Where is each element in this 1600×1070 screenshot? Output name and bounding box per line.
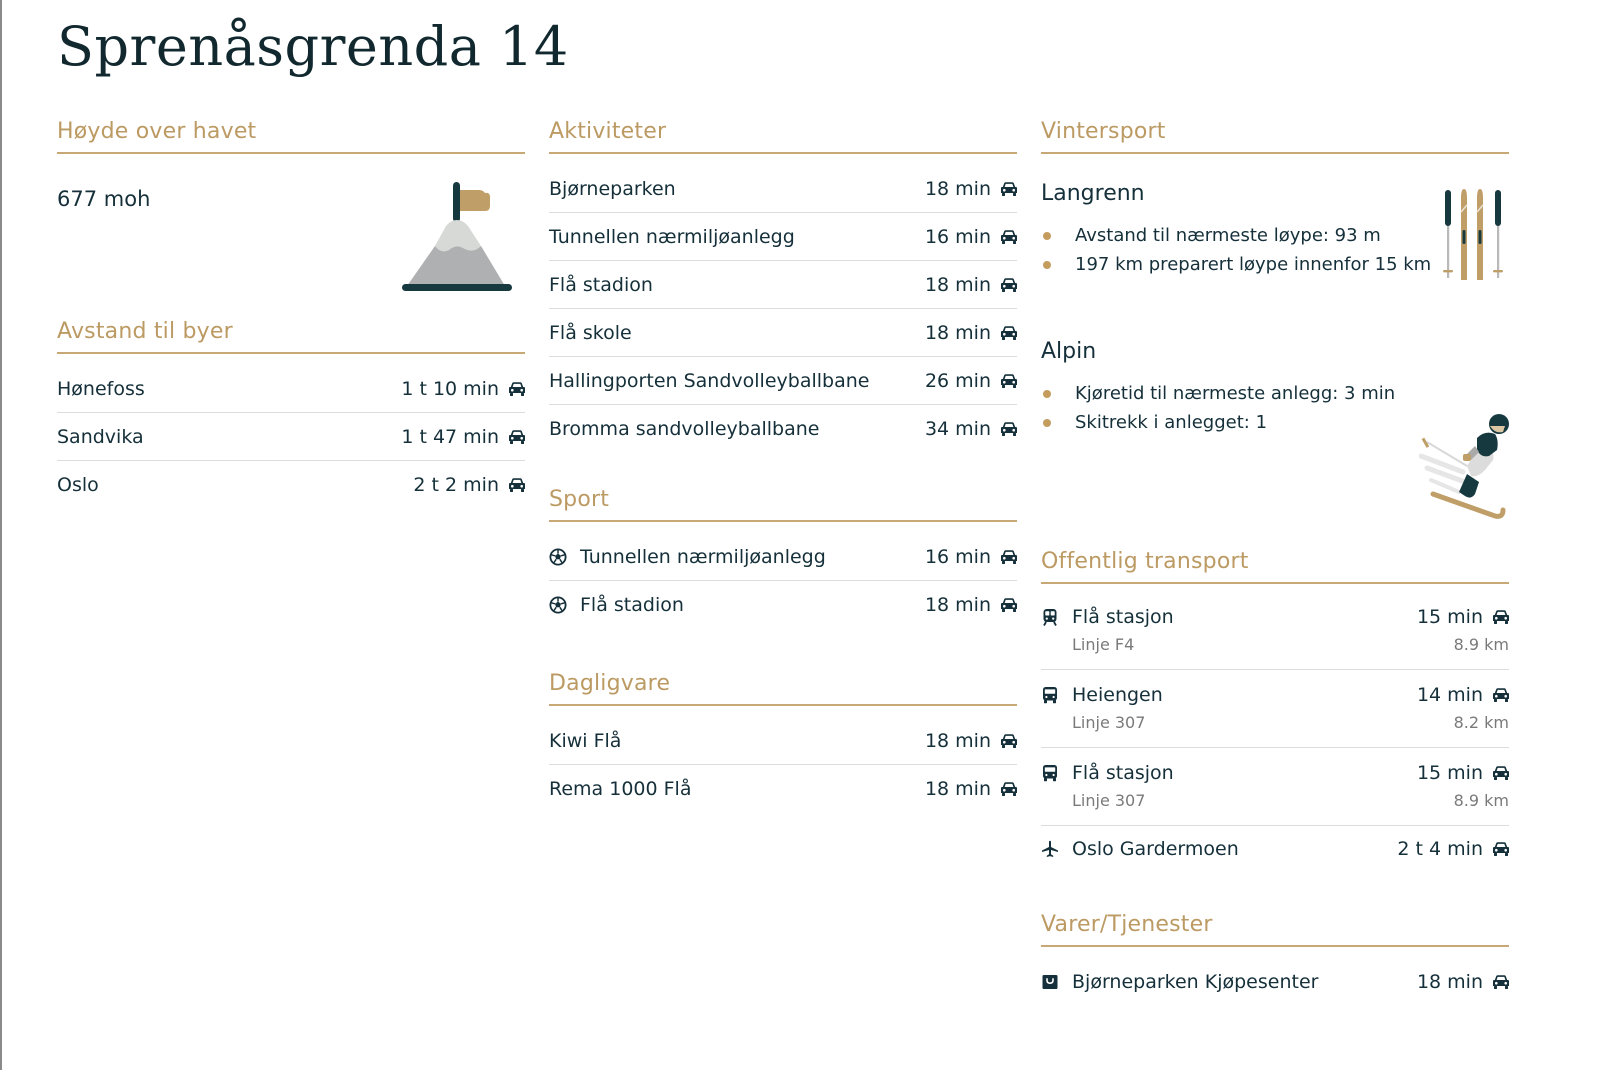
list-item[interactable] [549,717,1017,765]
car-icon [1001,278,1017,292]
bullet-item: Kjøretid til nærmeste anlegg: 3 min [1041,379,1509,408]
services-list [1041,958,1509,1005]
item-name: Flå stadion [549,273,653,296]
item-time: 18 min [924,729,991,752]
section-groceries [549,664,1017,812]
car-icon [1001,374,1017,388]
list-item[interactable] [1041,958,1509,1005]
car-icon [1493,766,1509,780]
alpine-title: Alpin [1041,339,1097,364]
car-icon [1001,734,1017,748]
item-time: 18 min [924,321,991,344]
section-title-sport: Sport [549,480,1017,522]
column-middle [549,112,1017,812]
car-icon [509,430,525,444]
item-time: 15 min [1416,606,1483,628]
car-icon [1493,975,1509,989]
distance: 8.9 km [1453,791,1509,810]
crosscountry-bullets [1041,221,1509,279]
activities-list [549,165,1017,452]
section-title-activities: Aktiviteter [549,112,1017,154]
bus-icon [1041,764,1059,782]
car-icon [1001,182,1017,196]
section-title-groceries: Dagligvare [549,664,1017,706]
item-name: Tunnellen nærmiljøanlegg [580,545,826,568]
list-item[interactable] [57,365,525,413]
car-icon [509,382,525,396]
soccer-ball-icon [549,596,567,614]
section-title-wintersport: Vintersport [1041,112,1509,154]
list-item[interactable] [549,309,1017,357]
distance: 8.9 km [1453,635,1509,654]
item-time: 16 min [924,545,991,568]
section-services [1041,905,1509,1005]
section-cities [57,312,525,508]
section-title-elevation: Høyde over havet [57,112,525,154]
list-item[interactable] [549,765,1017,812]
section-transport [1041,542,1509,871]
cities-list [57,365,525,508]
item-time: 14 min [1416,684,1483,706]
item-time: 16 min [924,225,991,248]
line-label: Linje 307 [1072,713,1146,732]
item-name: Bromma sandvolleyballbane [549,417,820,440]
item-time: 18 min [924,177,991,200]
section-activities [549,112,1017,452]
line-label: Linje F4 [1072,635,1135,654]
column-right [1041,112,1509,1005]
page-title: Sprenåsgrenda 14 [57,15,569,78]
item-name: Flå stadion [580,593,684,616]
item-name: Sandvika [57,425,144,448]
item-name: Bjørneparken [549,177,676,200]
car-icon [509,478,525,492]
list-item[interactable] [57,461,525,508]
car-icon [1001,326,1017,340]
item-time: 15 min [1416,762,1483,784]
car-icon [1001,598,1017,612]
list-item[interactable] [1041,670,1509,748]
item-name: Hønefoss [57,377,145,400]
item-time: 18 min [924,273,991,296]
alpine-skier-icon [1419,412,1513,520]
list-item[interactable] [1041,592,1509,670]
car-icon [1001,550,1017,564]
item-name: Flå skole [549,321,632,344]
bullet-item: Avstand til nærmeste løype: 93 m [1041,221,1509,250]
item-name: Bjørneparken Kjøpesenter [1072,970,1319,993]
section-title-services: Varer/Tjenester [1041,905,1509,947]
groceries-list [549,717,1017,812]
item-time: 34 min [924,417,991,440]
item-time: 1 t 47 min [401,425,499,448]
car-icon [1001,230,1017,244]
elevation-value: 677 moh [57,187,151,211]
plane-icon [1041,840,1059,858]
train-icon [1041,608,1059,626]
line-label: Linje 307 [1072,791,1146,810]
list-item[interactable] [549,581,1017,628]
list-item[interactable] [549,213,1017,261]
shopping-bag-icon [1041,973,1059,991]
item-name: Tunnellen nærmiljøanlegg [549,225,795,248]
car-icon [1493,610,1509,624]
crosscountry-block [1041,179,1509,279]
list-item[interactable] [549,533,1017,581]
section-title-transport: Offentlig transport [1041,542,1509,584]
bullet-item: Skitrekk i anlegget: 1 [1041,408,1509,437]
section-wintersport [1041,112,1509,542]
item-name: Kiwi Flå [549,729,622,752]
list-item[interactable] [549,357,1017,405]
list-item[interactable] [1041,748,1509,826]
window-left-edge [0,0,2,1070]
item-time: 18 min [1416,970,1483,993]
item-name: Rema 1000 Flå [549,777,692,800]
column-left [57,112,525,508]
car-icon [1493,842,1509,856]
bus-icon [1041,686,1059,704]
item-time: 18 min [924,777,991,800]
stop-name: Heiengen [1072,684,1163,706]
list-item[interactable] [1041,826,1509,871]
section-title-cities: Avstand til byer [57,312,525,354]
list-item[interactable] [549,405,1017,452]
section-elevation [57,112,525,312]
item-time: 2 t 2 min [413,473,499,496]
stop-name: Oslo Gardermoen [1072,838,1239,860]
list-item[interactable] [549,261,1017,309]
distance: 8.2 km [1453,713,1509,732]
item-time: 26 min [924,369,991,392]
cross-country-skis-icon [1441,186,1505,282]
crosscountry-title: Langrenn [1041,181,1145,206]
item-time: 18 min [924,593,991,616]
car-icon [1493,688,1509,702]
car-icon [1001,782,1017,796]
stop-name: Flå stasjon [1072,606,1174,628]
item-time: 1 t 10 min [401,377,499,400]
list-item[interactable] [57,413,525,461]
stop-name: Flå stasjon [1072,762,1174,784]
soccer-ball-icon [549,548,567,566]
mountain-flag-icon [401,180,517,296]
transport-list [1041,592,1509,871]
item-time: 2 t 4 min [1397,838,1483,860]
section-sport [549,480,1017,628]
list-item[interactable] [549,165,1017,213]
item-name: Oslo [57,473,99,496]
sport-list [549,533,1017,628]
car-icon [1001,422,1017,436]
bullet-item: 197 km preparert løype innenfor 15 km [1041,250,1509,279]
item-name: Hallingporten Sandvolleyballbane [549,369,870,392]
